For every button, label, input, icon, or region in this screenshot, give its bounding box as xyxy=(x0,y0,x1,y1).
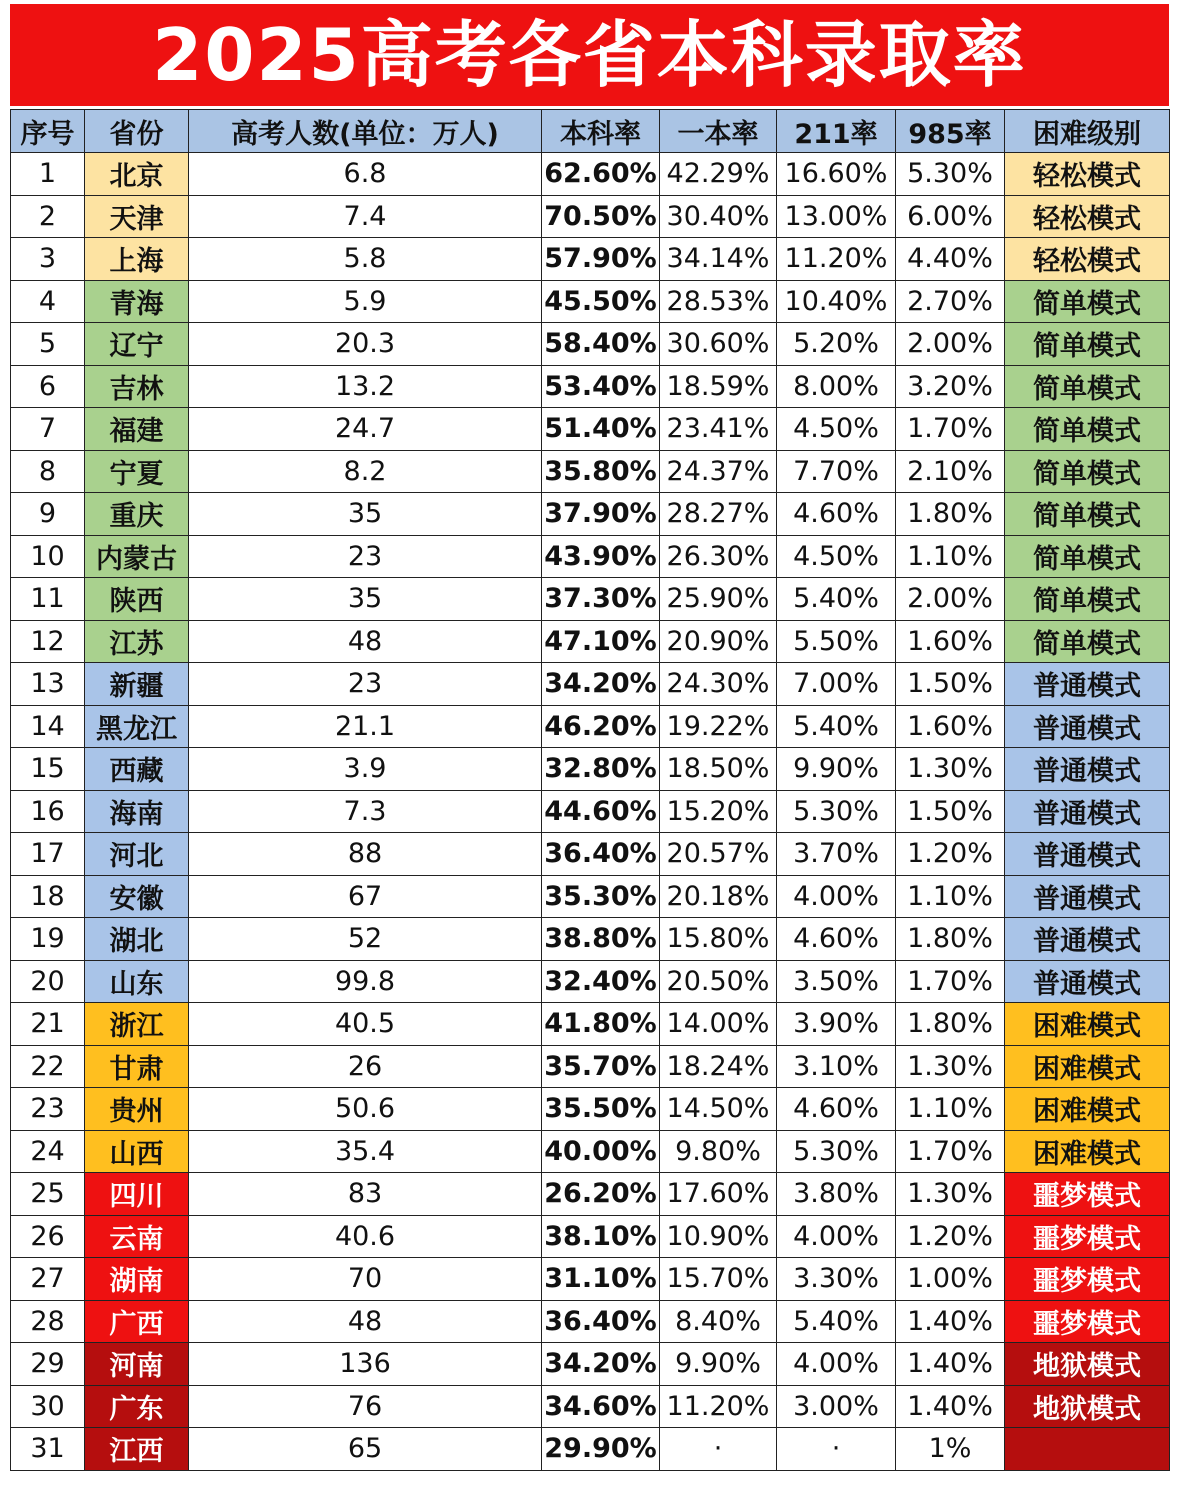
cell-985-rate: 2.70% xyxy=(896,280,1005,323)
cell-985-rate: 1.70% xyxy=(896,408,1005,451)
cell-no: 20 xyxy=(11,960,85,1003)
cell-985-rate: 1% xyxy=(896,1428,1005,1471)
cell-211-rate: 4.50% xyxy=(777,535,896,578)
header-province: 省份 xyxy=(85,110,189,153)
cell-undergrad-rate: 57.90% xyxy=(542,238,660,281)
cell-no: 29 xyxy=(11,1343,85,1386)
cell-difficulty-level: 简单模式 xyxy=(1005,280,1170,323)
cell-985-rate: 1.20% xyxy=(896,833,1005,876)
cell-examinees: 35.4 xyxy=(189,1130,542,1173)
cell-985-rate: 4.40% xyxy=(896,238,1005,281)
cell-985-rate: 1.60% xyxy=(896,705,1005,748)
cell-985-rate: 1.80% xyxy=(896,1003,1005,1046)
cell-985-rate: 2.00% xyxy=(896,578,1005,621)
cell-no: 12 xyxy=(11,620,85,663)
cell-province: 青海 xyxy=(85,280,189,323)
cell-examinees: 136 xyxy=(189,1343,542,1386)
cell-difficulty-level: 简单模式 xyxy=(1005,450,1170,493)
cell-undergrad-rate: 35.50% xyxy=(542,1088,660,1131)
table-row xyxy=(11,705,1170,748)
cell-examinees: 83 xyxy=(189,1173,542,1216)
cell-province: 上海 xyxy=(85,238,189,281)
cell-no: 19 xyxy=(11,918,85,961)
cell-province: 广东 xyxy=(85,1385,189,1428)
cell-province: 安徽 xyxy=(85,875,189,918)
cell-no: 2 xyxy=(11,195,85,238)
cell-examinees: 48 xyxy=(189,1300,542,1343)
cell-difficulty-level: 简单模式 xyxy=(1005,578,1170,621)
cell-difficulty-level: 困难模式 xyxy=(1005,1130,1170,1173)
cell-211-rate: 5.50% xyxy=(777,620,896,663)
cell-985-rate: 1.30% xyxy=(896,1173,1005,1216)
cell-tier1-rate: 24.30% xyxy=(660,663,777,706)
cell-tier1-rate: 20.57% xyxy=(660,833,777,876)
cell-tier1-rate: 30.40% xyxy=(660,195,777,238)
cell-no: 4 xyxy=(11,280,85,323)
cell-province: 四川 xyxy=(85,1173,189,1216)
cell-no: 3 xyxy=(11,238,85,281)
cell-province: 北京 xyxy=(85,153,189,196)
cell-211-rate: 3.90% xyxy=(777,1003,896,1046)
cell-difficulty-level: 普通模式 xyxy=(1005,875,1170,918)
table-row xyxy=(11,408,1170,451)
header-difficulty-level: 困难级别 xyxy=(1005,110,1170,153)
cell-examinees: 7.3 xyxy=(189,790,542,833)
table-row xyxy=(11,1258,1170,1301)
cell-985-rate: 1.40% xyxy=(896,1300,1005,1343)
cell-no: 5 xyxy=(11,323,85,366)
cell-tier1-rate: 25.90% xyxy=(660,578,777,621)
table-row xyxy=(11,1088,1170,1131)
cell-undergrad-rate: 36.40% xyxy=(542,833,660,876)
cell-difficulty-level: 噩梦模式 xyxy=(1005,1258,1170,1301)
cell-province: 辽宁 xyxy=(85,323,189,366)
cell-no: 11 xyxy=(11,578,85,621)
table-row xyxy=(11,153,1170,196)
cell-province: 江苏 xyxy=(85,620,189,663)
cell-211-rate: 7.00% xyxy=(777,663,896,706)
cell-211-rate: 3.30% xyxy=(777,1258,896,1301)
cell-province: 河北 xyxy=(85,833,189,876)
cell-no: 24 xyxy=(11,1130,85,1173)
cell-undergrad-rate: 53.40% xyxy=(542,365,660,408)
cell-985-rate: 1.40% xyxy=(896,1343,1005,1386)
cell-undergrad-rate: 34.20% xyxy=(542,1343,660,1386)
cell-difficulty-level: 地狱模式 xyxy=(1005,1343,1170,1386)
cell-211-rate: 3.00% xyxy=(777,1385,896,1428)
cell-985-rate: 3.20% xyxy=(896,365,1005,408)
cell-tier1-rate: 26.30% xyxy=(660,535,777,578)
cell-difficulty-level: 简单模式 xyxy=(1005,493,1170,536)
cell-985-rate: 2.10% xyxy=(896,450,1005,493)
header-211-rate: 211率 xyxy=(777,110,896,153)
cell-no: 18 xyxy=(11,875,85,918)
cell-tier1-rate: 30.60% xyxy=(660,323,777,366)
cell-undergrad-rate: 40.00% xyxy=(542,1130,660,1173)
cell-examinees: 7.4 xyxy=(189,195,542,238)
header-tier1-rate: 一本率 xyxy=(660,110,777,153)
cell-tier1-rate: 19.22% xyxy=(660,705,777,748)
cell-985-rate: 1.50% xyxy=(896,790,1005,833)
cell-province: 湖北 xyxy=(85,918,189,961)
cell-difficulty-level: 困难模式 xyxy=(1005,1088,1170,1131)
table-row xyxy=(11,620,1170,663)
cell-no: 31 xyxy=(11,1428,85,1471)
cell-tier1-rate: 18.59% xyxy=(660,365,777,408)
table-row xyxy=(11,1130,1170,1173)
cell-examinees: 26 xyxy=(189,1045,542,1088)
cell-undergrad-rate: 41.80% xyxy=(542,1003,660,1046)
header-985-rate: 985率 xyxy=(896,110,1005,153)
cell-no: 16 xyxy=(11,790,85,833)
cell-undergrad-rate: 32.80% xyxy=(542,748,660,791)
cell-no: 28 xyxy=(11,1300,85,1343)
cell-tier1-rate: 17.60% xyxy=(660,1173,777,1216)
cell-province: 内蒙古 xyxy=(85,535,189,578)
cell-difficulty-level: 困难模式 xyxy=(1005,1003,1170,1046)
cell-no: 22 xyxy=(11,1045,85,1088)
cell-province: 江西 xyxy=(85,1428,189,1471)
cell-difficulty-level: 普通模式 xyxy=(1005,705,1170,748)
cell-province: 贵州 xyxy=(85,1088,189,1131)
cell-examinees: 21.1 xyxy=(189,705,542,748)
cell-tier1-rate: 28.27% xyxy=(660,493,777,536)
cell-211-rate: 4.50% xyxy=(777,408,896,451)
cell-211-rate: 5.40% xyxy=(777,1300,896,1343)
cell-province: 吉林 xyxy=(85,365,189,408)
cell-examinees: 88 xyxy=(189,833,542,876)
table-row xyxy=(11,1428,1170,1471)
cell-undergrad-rate: 38.10% xyxy=(542,1215,660,1258)
cell-tier1-rate: 11.20% xyxy=(660,1385,777,1428)
table-row xyxy=(11,1173,1170,1216)
cell-examinees: 8.2 xyxy=(189,450,542,493)
table-row xyxy=(11,323,1170,366)
cell-no: 9 xyxy=(11,493,85,536)
cell-difficulty-level: 普通模式 xyxy=(1005,790,1170,833)
cell-no: 27 xyxy=(11,1258,85,1301)
cell-examinees: 20.3 xyxy=(189,323,542,366)
cell-examinees: 5.8 xyxy=(189,238,542,281)
cell-tier1-rate: 14.50% xyxy=(660,1088,777,1131)
cell-province: 山西 xyxy=(85,1130,189,1173)
cell-tier1-rate: 18.50% xyxy=(660,748,777,791)
cell-difficulty-level: 简单模式 xyxy=(1005,535,1170,578)
table-row xyxy=(11,1343,1170,1386)
cell-undergrad-rate: 70.50% xyxy=(542,195,660,238)
cell-undergrad-rate: 26.20% xyxy=(542,1173,660,1216)
cell-no: 14 xyxy=(11,705,85,748)
cell-difficulty-level: 简单模式 xyxy=(1005,620,1170,663)
cell-tier1-rate: 18.24% xyxy=(660,1045,777,1088)
cell-examinees: 35 xyxy=(189,578,542,621)
cell-examinees: 50.6 xyxy=(189,1088,542,1131)
cell-tier1-rate: 28.53% xyxy=(660,280,777,323)
cell-examinees: 35 xyxy=(189,493,542,536)
cell-tier1-rate: 15.20% xyxy=(660,790,777,833)
cell-difficulty-level: 轻松模式 xyxy=(1005,153,1170,196)
table-body xyxy=(11,153,1170,1471)
cell-undergrad-rate: 29.90% xyxy=(542,1428,660,1471)
table-row xyxy=(11,493,1170,536)
cell-difficulty-level: 轻松模式 xyxy=(1005,195,1170,238)
cell-tier1-rate: 20.90% xyxy=(660,620,777,663)
table-row xyxy=(11,833,1170,876)
cell-985-rate: 1.60% xyxy=(896,620,1005,663)
cell-tier1-rate: 9.80% xyxy=(660,1130,777,1173)
cell-difficulty-level: 普通模式 xyxy=(1005,748,1170,791)
cell-undergrad-rate: 51.40% xyxy=(542,408,660,451)
cell-difficulty-level: 噩梦模式 xyxy=(1005,1173,1170,1216)
cell-examinees: 23 xyxy=(189,535,542,578)
cell-undergrad-rate: 62.60% xyxy=(542,153,660,196)
cell-211-rate: 5.20% xyxy=(777,323,896,366)
cell-tier1-rate: 20.18% xyxy=(660,875,777,918)
cell-211-rate: 4.00% xyxy=(777,875,896,918)
header-examinees: 高考人数(单位：万人) xyxy=(189,110,542,153)
cell-province: 甘肃 xyxy=(85,1045,189,1088)
cell-province: 河南 xyxy=(85,1343,189,1386)
cell-undergrad-rate: 31.10% xyxy=(542,1258,660,1301)
cell-211-rate: 4.60% xyxy=(777,493,896,536)
cell-difficulty-level: 普通模式 xyxy=(1005,960,1170,1003)
cell-examinees: 5.9 xyxy=(189,280,542,323)
cell-examinees: 67 xyxy=(189,875,542,918)
cell-211-rate: 13.00% xyxy=(777,195,896,238)
header-no: 序号 xyxy=(11,110,85,153)
cell-province: 陕西 xyxy=(85,578,189,621)
cell-985-rate: 1.10% xyxy=(896,535,1005,578)
cell-undergrad-rate: 43.90% xyxy=(542,535,660,578)
cell-difficulty-level: 困难模式 xyxy=(1005,1045,1170,1088)
cell-tier1-rate: 42.29% xyxy=(660,153,777,196)
cell-examinees: 40.6 xyxy=(189,1215,542,1258)
table-row xyxy=(11,790,1170,833)
cell-undergrad-rate: 37.30% xyxy=(542,578,660,621)
table-row xyxy=(11,578,1170,621)
cell-province: 海南 xyxy=(85,790,189,833)
cell-no: 10 xyxy=(11,535,85,578)
cell-211-rate: 16.60% xyxy=(777,153,896,196)
table-row xyxy=(11,748,1170,791)
cell-difficulty-level: 简单模式 xyxy=(1005,323,1170,366)
cell-985-rate: 6.00% xyxy=(896,195,1005,238)
table-row xyxy=(11,663,1170,706)
cell-province: 重庆 xyxy=(85,493,189,536)
table-row xyxy=(11,918,1170,961)
header-undergrad-rate: 本科率 xyxy=(542,110,660,153)
cell-211-rate: 7.70% xyxy=(777,450,896,493)
table-header-row xyxy=(11,110,1170,153)
cell-difficulty-level: 简单模式 xyxy=(1005,365,1170,408)
cell-no: 8 xyxy=(11,450,85,493)
cell-211-rate: 11.20% xyxy=(777,238,896,281)
cell-985-rate: 1.80% xyxy=(896,918,1005,961)
cell-difficulty-level: 轻松模式 xyxy=(1005,238,1170,281)
cell-985-rate: 2.00% xyxy=(896,323,1005,366)
table-row xyxy=(11,365,1170,408)
cell-985-rate: 1.50% xyxy=(896,663,1005,706)
cell-examinees: 48 xyxy=(189,620,542,663)
cell-undergrad-rate: 58.40% xyxy=(542,323,660,366)
table-row xyxy=(11,535,1170,578)
cell-province: 天津 xyxy=(85,195,189,238)
table-row xyxy=(11,1385,1170,1428)
cell-difficulty-level xyxy=(1005,1428,1170,1471)
cell-province: 宁夏 xyxy=(85,450,189,493)
cell-211-rate: 4.00% xyxy=(777,1215,896,1258)
cell-tier1-rate: 8.40% xyxy=(660,1300,777,1343)
cell-tier1-rate: 10.90% xyxy=(660,1215,777,1258)
cell-211-rate: 8.00% xyxy=(777,365,896,408)
cell-undergrad-rate: 37.90% xyxy=(542,493,660,536)
cell-tier1-rate: 9.90% xyxy=(660,1343,777,1386)
cell-tier1-rate: 15.80% xyxy=(660,918,777,961)
cell-no: 30 xyxy=(11,1385,85,1428)
cell-985-rate: 1.20% xyxy=(896,1215,1005,1258)
cell-211-rate: 4.00% xyxy=(777,1343,896,1386)
cell-examinees: 52 xyxy=(189,918,542,961)
cell-undergrad-rate: 45.50% xyxy=(542,280,660,323)
cell-211-rate: 10.40% xyxy=(777,280,896,323)
cell-examinees: 65 xyxy=(189,1428,542,1471)
table-row xyxy=(11,875,1170,918)
cell-211-rate: 5.40% xyxy=(777,578,896,621)
cell-211-rate: 5.30% xyxy=(777,1130,896,1173)
cell-undergrad-rate: 47.10% xyxy=(542,620,660,663)
cell-province: 福建 xyxy=(85,408,189,451)
cell-tier1-rate: 24.37% xyxy=(660,450,777,493)
admission-rate-table xyxy=(10,109,1170,1471)
cell-211-rate: 4.60% xyxy=(777,1088,896,1131)
cell-no: 23 xyxy=(11,1088,85,1131)
cell-211-rate: · xyxy=(777,1428,896,1471)
cell-examinees: 70 xyxy=(189,1258,542,1301)
cell-examinees: 23 xyxy=(189,663,542,706)
cell-examinees: 99.8 xyxy=(189,960,542,1003)
cell-211-rate: 3.10% xyxy=(777,1045,896,1088)
cell-985-rate: 1.10% xyxy=(896,1088,1005,1131)
cell-difficulty-level: 噩梦模式 xyxy=(1005,1215,1170,1258)
cell-no: 15 xyxy=(11,748,85,791)
cell-examinees: 6.8 xyxy=(189,153,542,196)
cell-difficulty-level: 简单模式 xyxy=(1005,408,1170,451)
cell-tier1-rate: 15.70% xyxy=(660,1258,777,1301)
cell-tier1-rate: 34.14% xyxy=(660,238,777,281)
cell-difficulty-level: 地狱模式 xyxy=(1005,1385,1170,1428)
cell-difficulty-level: 普通模式 xyxy=(1005,918,1170,961)
cell-undergrad-rate: 35.30% xyxy=(542,875,660,918)
cell-211-rate: 4.60% xyxy=(777,918,896,961)
cell-985-rate: 1.70% xyxy=(896,1130,1005,1173)
cell-985-rate: 1.30% xyxy=(896,1045,1005,1088)
cell-no: 21 xyxy=(11,1003,85,1046)
cell-211-rate: 5.30% xyxy=(777,790,896,833)
cell-examinees: 13.2 xyxy=(189,365,542,408)
cell-tier1-rate: 20.50% xyxy=(660,960,777,1003)
cell-province: 云南 xyxy=(85,1215,189,1258)
cell-difficulty-level: 普通模式 xyxy=(1005,833,1170,876)
cell-tier1-rate: · xyxy=(660,1428,777,1471)
cell-undergrad-rate: 34.20% xyxy=(542,663,660,706)
table-row xyxy=(11,238,1170,281)
cell-985-rate: 1.30% xyxy=(896,748,1005,791)
table-row xyxy=(11,1045,1170,1088)
cell-tier1-rate: 14.00% xyxy=(660,1003,777,1046)
cell-province: 广西 xyxy=(85,1300,189,1343)
cell-no: 17 xyxy=(11,833,85,876)
cell-undergrad-rate: 38.80% xyxy=(542,918,660,961)
cell-difficulty-level: 普通模式 xyxy=(1005,663,1170,706)
cell-undergrad-rate: 44.60% xyxy=(542,790,660,833)
cell-examinees: 24.7 xyxy=(189,408,542,451)
cell-211-rate: 9.90% xyxy=(777,748,896,791)
cell-province: 山东 xyxy=(85,960,189,1003)
cell-211-rate: 3.80% xyxy=(777,1173,896,1216)
table-row xyxy=(11,280,1170,323)
cell-985-rate: 1.80% xyxy=(896,493,1005,536)
cell-no: 25 xyxy=(11,1173,85,1216)
cell-no: 13 xyxy=(11,663,85,706)
cell-province: 西藏 xyxy=(85,748,189,791)
cell-examinees: 76 xyxy=(189,1385,542,1428)
cell-985-rate: 1.00% xyxy=(896,1258,1005,1301)
cell-province: 新疆 xyxy=(85,663,189,706)
table-row xyxy=(11,960,1170,1003)
cell-province: 湖南 xyxy=(85,1258,189,1301)
cell-province: 浙江 xyxy=(85,1003,189,1046)
cell-undergrad-rate: 35.70% xyxy=(542,1045,660,1088)
cell-985-rate: 5.30% xyxy=(896,153,1005,196)
cell-difficulty-level: 噩梦模式 xyxy=(1005,1300,1170,1343)
cell-examinees: 3.9 xyxy=(189,748,542,791)
table-row xyxy=(11,195,1170,238)
cell-no: 7 xyxy=(11,408,85,451)
table-row xyxy=(11,1215,1170,1258)
cell-undergrad-rate: 35.80% xyxy=(542,450,660,493)
table-row xyxy=(11,1300,1170,1343)
page-title: 2025高考各省本科录取率 xyxy=(10,4,1169,106)
cell-examinees: 40.5 xyxy=(189,1003,542,1046)
cell-undergrad-rate: 36.40% xyxy=(542,1300,660,1343)
cell-no: 1 xyxy=(11,153,85,196)
cell-985-rate: 1.10% xyxy=(896,875,1005,918)
cell-985-rate: 1.70% xyxy=(896,960,1005,1003)
cell-no: 26 xyxy=(11,1215,85,1258)
cell-985-rate: 1.40% xyxy=(896,1385,1005,1428)
cell-no: 6 xyxy=(11,365,85,408)
cell-undergrad-rate: 32.40% xyxy=(542,960,660,1003)
cell-211-rate: 3.70% xyxy=(777,833,896,876)
cell-province: 黑龙江 xyxy=(85,705,189,748)
cell-undergrad-rate: 34.60% xyxy=(542,1385,660,1428)
cell-undergrad-rate: 46.20% xyxy=(542,705,660,748)
cell-tier1-rate: 23.41% xyxy=(660,408,777,451)
table-row xyxy=(11,450,1170,493)
cell-211-rate: 5.40% xyxy=(777,705,896,748)
cell-211-rate: 3.50% xyxy=(777,960,896,1003)
table-row xyxy=(11,1003,1170,1046)
